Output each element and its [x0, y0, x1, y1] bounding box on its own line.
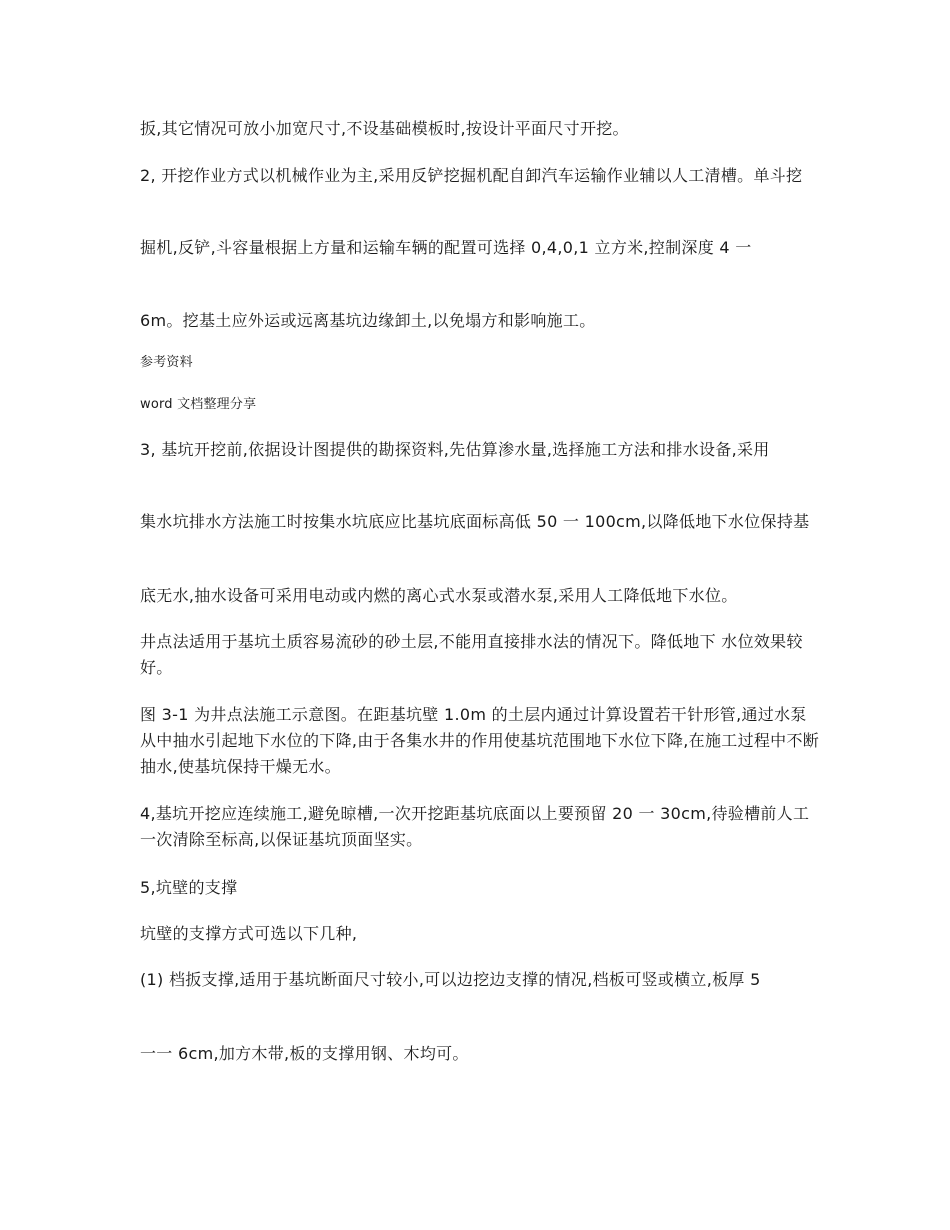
paragraph-width-note: 扳,其它情况可放小加宽尺寸,不设基础模板时,按设计平面尺寸开挖。	[140, 119, 629, 138]
paragraph-sump-pit: 集水坑排水方法施工时按集水坑底应比基坑底面标高低 50 一 100cm,以降低地下水位保持基	[140, 512, 810, 531]
paragraph-continuous-excavation: 4,基坑开挖应连续施工,避免晾槽,一次开挖距基坑底面以上要预留 20 一 30cm,待验槽前人工一次清除至标高,以保证基坑顶面坚实。	[140, 804, 810, 849]
paragraph-spoil-disposal: 6m。挖基土应外运或远离基坑边缘卸土,以免塌方和影响施工。	[140, 311, 596, 330]
paragraph-support-options: 坑壁的支撑方式可选以下几种,	[140, 924, 358, 943]
watermark-label: word 文档整理分享	[140, 397, 257, 412]
paragraph-excavation-method: 2, 开挖作业方式以机械作业为主,采用反铲挖掘机配自卸汽车运输作业辅以人工清槽。单斗挖	[140, 166, 803, 185]
paragraph-board-support: (1) 档扳支撑,适用于基坑断面尺寸较小,可以边挖边支撑的情况,档板可竖或横立,板厚 5	[140, 970, 761, 989]
paragraph-figure-description: 图 3-1 为井点法施工示意图。在距基坑壁 1.0m 的土层内通过计算设置若干针形管,通过水泵从中抽水引起地下水位的下降,由于各集水井的作用使基坑范围地下水位下降,在施工过程中不断抽水,使基坑保持干燥无水。	[140, 705, 820, 776]
paragraph-dewatering-plan: 3, 基坑开挖前,依据设计图提供的勘探资料,先估算渗水量,选择施工方法和排水设备,采用	[140, 440, 770, 459]
paragraph-wellpoint-method: 井点法适用于基坑土质容易流砂的砂土层,不能用直接排水法的情况下。降低地下 水位效果较好。	[140, 632, 803, 677]
paragraph-excavator-spec: 掘机,反铲,斗容量根据上方量和运输车辆的配置可选择 0,4,0,1 立方米,控制深度 4 一	[140, 238, 752, 257]
paragraph-board-thickness: 一一 6cm,加方木带,板的支撑用钢、木均可。	[140, 1044, 469, 1063]
reference-label: 参考资料	[140, 355, 193, 370]
paragraph-pump-equipment: 底无水,抽水设备可采用电动或内燃的离心式水泵或潜水泵,采用人工降低地下水位。	[140, 586, 738, 605]
section-heading-support: 5,坑壁的支撑	[140, 878, 238, 897]
